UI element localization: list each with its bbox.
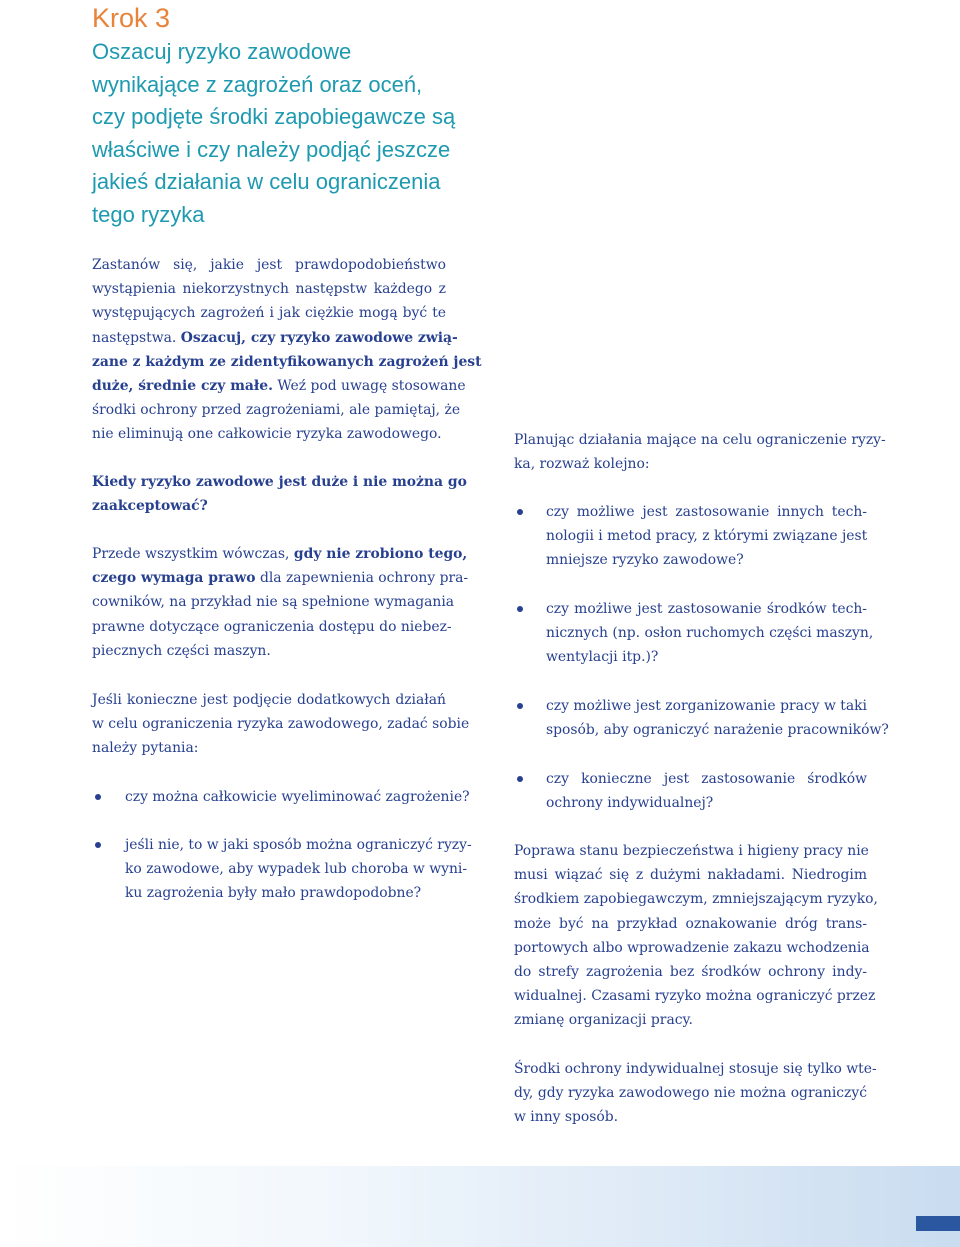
heading-line: tego ryzyka (92, 201, 205, 227)
text-line: czy możliwe jest zastosowanie środków tech- (546, 601, 867, 617)
text-line: w celu ograniczenia ryzyka zawodowego, zadać sobie (92, 716, 470, 733)
list-item-text (546, 500, 867, 573)
right-intro-paragraph (514, 428, 886, 476)
text-segment: następstwa. (92, 329, 177, 346)
question-heading (92, 470, 467, 518)
heading-line: czy podjęte środki zapobiegawcze są (92, 104, 456, 129)
text-line: Środki ochrony indywidualnej stosuje się tylko wte- (514, 1061, 877, 1077)
heading-line: Oszacuj ryzyko zawodowe (92, 39, 352, 64)
text-line: czy można całkowicie wyeliminować zagrożenie? (125, 789, 470, 805)
list-item-text (546, 767, 867, 815)
text-line: czy możliwe jest zastosowanie innych tech- (546, 504, 867, 520)
text-line: może być na przykład oznakowanie dróg trans- (514, 915, 867, 932)
text-line: czy konieczne jest zastosowanie środków (546, 771, 867, 787)
text-segment: Przede wszystkim wówczas, (92, 546, 290, 562)
text-line: w inny sposób. (514, 1109, 619, 1126)
emphasis-text: gdy nie zrobiono tego, (293, 546, 468, 562)
text-line: zaakceptować? (92, 498, 208, 515)
text-line: występujących zagrożeń i jak ciężkie mogą być te (92, 305, 446, 322)
text-line: środkiem zapobiegawczym, zmniejszającym ryzyko, (514, 891, 878, 908)
text-line: środki ochrony przed zagrożeniami, ale pamiętaj, że (92, 402, 461, 419)
bullet-icon (517, 703, 523, 709)
text-line: ko zawodowe, aby wypadek lub choroba w wyni- (125, 861, 468, 878)
text-line: Planując działania mające na celu ograniczenie ryzy- (514, 432, 886, 448)
emphasis-text: Oszacuj, czy ryzyko zawodowe zwią- (180, 329, 458, 346)
text-segment: dla zapewnienia ochrony pra- (259, 570, 469, 587)
heading-line: właściwe i czy należy podjąć jeszcze (92, 136, 451, 162)
text-line: nicznych (np. osłon ruchomych części maszyn, (546, 625, 874, 642)
text-line: dy, gdy ryzyka zawodowego nie można ograniczyć (514, 1085, 867, 1102)
footer-gradient-band (0, 1166, 960, 1247)
text-line: piecznych części maszyn. (92, 642, 271, 659)
text-line: nologii i metod pracy, z którymi związane jest (546, 528, 868, 545)
emphasis-line: zane z każdym ze zidentyfikowanych zagrożeń jest (92, 353, 482, 370)
text-line: należy pytania: (92, 740, 199, 757)
text-line (92, 326, 458, 350)
text-line: wentylacji itp.)? (546, 649, 659, 666)
bullet-icon (95, 794, 101, 800)
text-line: ku zagrożenia były mało prawdopodobne? (125, 885, 422, 902)
text-line: Kiedy ryzyko zawodowe jest duże i nie można go (92, 474, 467, 490)
page-heading (92, 36, 522, 231)
text-line: prawne dotyczące ograniczenia dostępu do niebez- (92, 618, 452, 635)
when-paragraph (92, 542, 469, 663)
text-line: ochrony indywidualnej? (546, 795, 714, 812)
bullet-icon (517, 776, 523, 782)
text-line: mniejsze ryzyko zawodowe? (546, 552, 744, 569)
bullet-icon (517, 606, 523, 612)
further-paragraph (92, 688, 470, 761)
footer-accent-bar (916, 1216, 960, 1231)
text-line: czy możliwe jest zorganizowanie pracy w taki (546, 698, 867, 714)
ppe-paragraph (514, 1057, 877, 1130)
text-line: sposób, aby ograniczyć narażenie pracowników? (546, 722, 889, 739)
text-line: Poprawa stanu bezpieczeństwa i higieny pracy nie (514, 843, 869, 859)
text-line: nie eliminują one całkowicie ryzyka zawodowego. (92, 426, 442, 443)
text-line: ka, rozważ kolejno: (514, 456, 650, 473)
left-intro-paragraph (92, 253, 482, 447)
text-segment: Weź pod uwagę stosowane (277, 378, 466, 395)
improvement-paragraph (514, 839, 878, 1033)
text-line: portowych albo wprowadzenie zakazu wchodzenia (514, 939, 870, 956)
text-line: cowników, na przykład nie są spełnione wymagania (92, 594, 455, 611)
text-line: Jeśli konieczne jest podjęcie dodatkowych działań (92, 692, 446, 708)
list-item-text (546, 597, 874, 670)
step-label: Krok 3 (92, 3, 171, 33)
text-line: Zastanów się, jakie jest prawdopodobieństwo (92, 257, 446, 273)
text-line: widualnej. Czasami ryzyko można ograniczyć przez (514, 988, 876, 1005)
bullet-icon (95, 842, 101, 848)
heading-line: jakieś działania w celu ograniczenia (92, 169, 441, 194)
text-line: jeśli nie, to w jaki sposób można ograniczyć ryzy- (125, 837, 472, 853)
text-line (92, 542, 468, 566)
list-item-text (125, 833, 472, 906)
emphasis-text: duże, średnie czy małe. (92, 378, 273, 395)
text-line: zmianę organizacji pracy. (514, 1012, 693, 1029)
text-line (92, 566, 469, 590)
text-line: musi wiązać się z dużymi nakładami. Niedrogim (514, 867, 867, 884)
text-line (92, 374, 466, 398)
bullet-icon (517, 509, 523, 515)
emphasis-text: czego wymaga prawo (92, 570, 256, 587)
list-item-text (546, 694, 889, 742)
heading-line: wynikające z zagrożeń oraz oceń, (92, 71, 423, 97)
text-line: do strefy zagrożenia bez środków ochrony indy- (514, 964, 867, 981)
list-item-text (125, 785, 470, 809)
text-line: wystąpienia niekorzystnych następstw każdego z (92, 281, 446, 298)
